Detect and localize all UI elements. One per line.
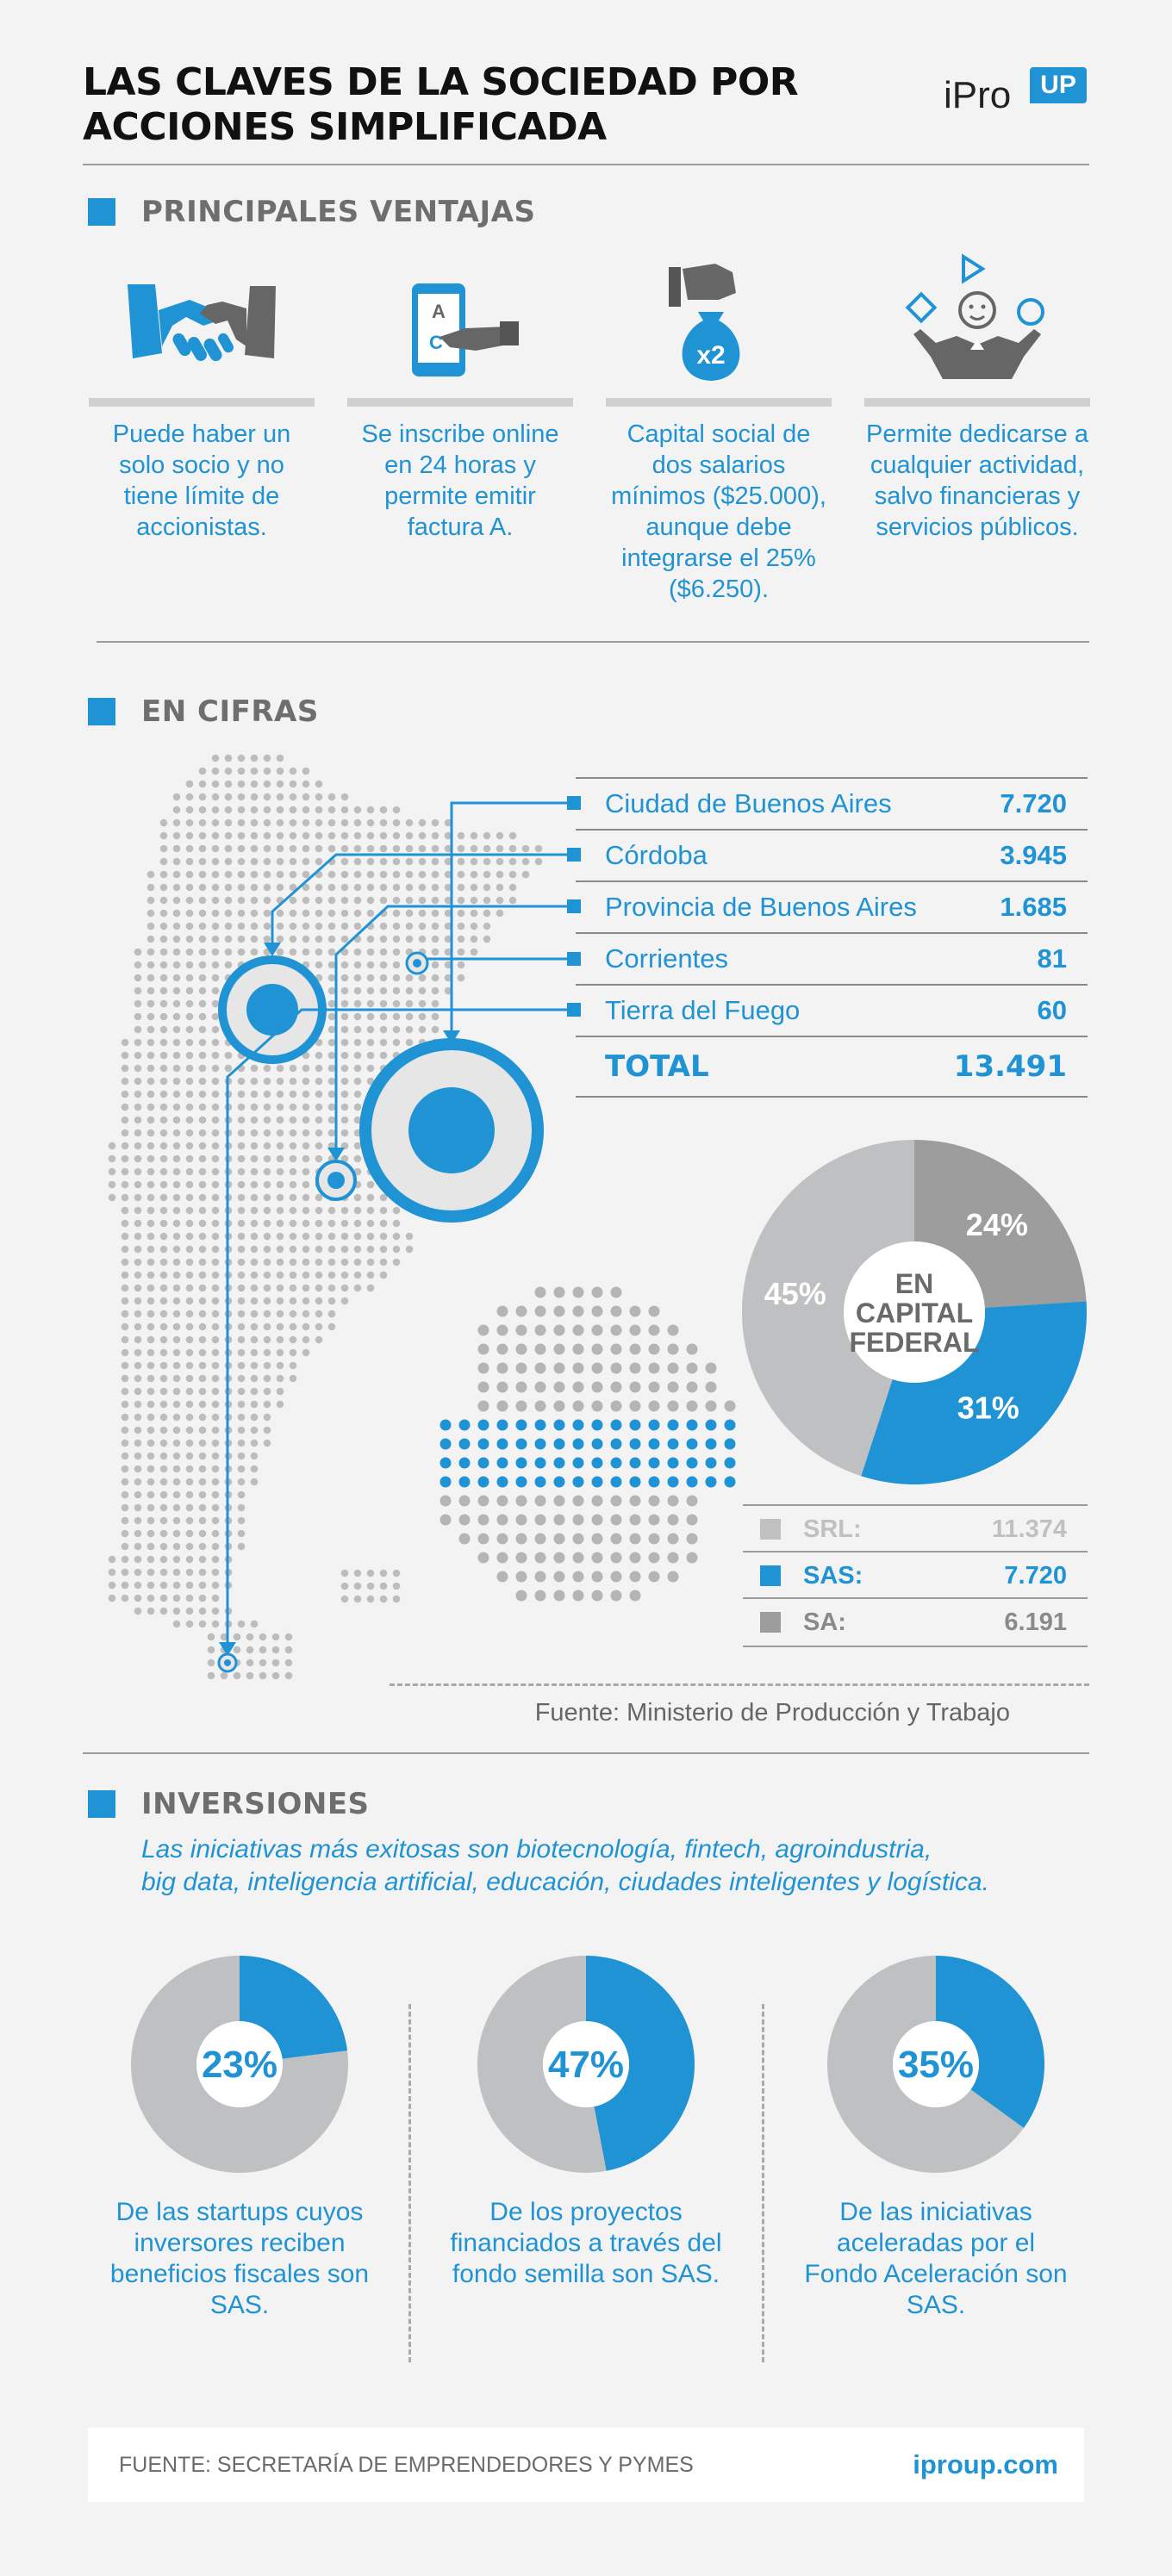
svg-text:C: C (429, 332, 443, 353)
corrientes-marker-core (413, 959, 421, 968)
legend-row-srl (743, 1504, 1088, 1552)
province-value: 7.720 (1000, 788, 1067, 818)
province-name: Córdoba (605, 840, 708, 870)
province-row (576, 932, 1088, 984)
title-line-2: ACCIONES SIMPLIFICADA (83, 105, 607, 149)
investment-caption: De las iniciativas aceleradas por el Fondo Aceleración son SAS. (804, 2198, 1068, 2319)
section-inversiones-heading (88, 1787, 370, 1821)
legend-row-sas (743, 1551, 1088, 1599)
total-value: 13.491 (953, 1049, 1067, 1084)
advantage-text: Se inscribe online en 24 horas y permite emitir factura A. (361, 420, 559, 541)
subtitle-line-2: big data, inteligencia artificial, educación, ciudades inteligentes y logística. (141, 1868, 989, 1896)
legend-value-sas: 7.720 (1004, 1561, 1067, 1590)
province-name: Ciudad de Buenos Aires (605, 788, 892, 818)
investment-caption: De las startups cuyos inversores reciben beneficios fiscales son SAS. (109, 2198, 370, 2319)
cordoba-marker-core (246, 984, 298, 1036)
province-value: 3.945 (1000, 840, 1067, 870)
investment-caption: De los proyectos financiados a través del fondo semilla son SAS. (450, 2198, 722, 2288)
donut-center-label: CAPITAL (855, 1297, 974, 1328)
footer-source: FUENTE: SECRETARÍA DE EMPRENDEDORES Y PYMES (119, 2452, 694, 2477)
tierra-del-fuego-marker-core (224, 1659, 231, 1666)
svg-text:A: A (432, 301, 446, 322)
province-row (576, 880, 1088, 932)
legend-label-sas: SAS: (803, 1561, 863, 1590)
advantage-text: Puede haber un solo socio y no tiene límite de accionistas. (112, 420, 291, 541)
capital-federal-donut-chart (738, 1136, 1091, 1489)
footer-bar (88, 2428, 1084, 2502)
donut-percent-label: 23% (201, 2044, 278, 2086)
legend-swatch-sas (760, 1565, 781, 1586)
section-cifras-title: EN CIFRAS (141, 694, 319, 729)
province-value: 81 (1037, 943, 1067, 974)
province-value: 60 (1037, 995, 1067, 1025)
legend-swatch-srl (760, 1519, 781, 1540)
inversiones-subtitle (141, 1833, 1089, 1899)
advantage-text: Capital social de dos salarios mínimos ($25.000), aunque debe integrarse el 25% ($6.250). (611, 420, 826, 603)
logo-up-badge: UP (1030, 67, 1087, 103)
investment-donut-chart (476, 1954, 696, 2175)
legend-label-srl: SRL: (803, 1515, 862, 1543)
subtitle-line-1: Las iniciativas más exitosas son biotecnología, fintech, agroindustria, (141, 1835, 932, 1864)
donut-center-label: EN (895, 1268, 934, 1299)
cifras-source: Fuente: Ministerio de Producción y Trabajo (534, 1699, 1010, 1727)
province-name: Tierra del Fuego (605, 995, 801, 1025)
legend-swatch-sa (760, 1612, 781, 1633)
investment-donut-chart (129, 1954, 350, 2175)
legend-row-sa (743, 1597, 1088, 1647)
province-row (576, 984, 1088, 1036)
donut-percent-label: 47% (547, 2044, 625, 2086)
provincia-marker-core (327, 1172, 345, 1189)
title-line-1: LAS CLAVES DE LA SOCIEDAD POR (83, 60, 799, 104)
donut-slice-label: 45% (764, 1276, 826, 1312)
donut-slice-label: 31% (957, 1390, 1019, 1426)
donut-center-label: FEDERAL (849, 1327, 980, 1358)
column-dashed-divider (762, 2004, 764, 2362)
caba-marker-core (408, 1087, 495, 1173)
province-row (576, 777, 1088, 829)
advantage-text: Permite dedicarse a cualquier actividad, salvo financieras y servicios públicos. (866, 420, 1088, 541)
province-name: Provincia de Buenos Aires (605, 892, 917, 922)
cifras-divider (83, 1752, 1089, 1754)
money-bag-x2-label: x2 (696, 341, 726, 370)
source-dashed-divider (390, 1683, 1089, 1686)
legend-value-sa: 6.191 (1004, 1608, 1067, 1636)
logo-ipro-text: iPro (944, 74, 1012, 116)
province-value: 1.685 (1000, 892, 1067, 922)
section-inversiones-title: INVERSIONES (141, 1787, 370, 1821)
province-row (576, 829, 1088, 880)
legend-value-srl: 11.374 (991, 1515, 1067, 1543)
province-name: Corrientes (605, 943, 728, 974)
legend-label-sa: SA: (803, 1608, 846, 1636)
column-dashed-divider (408, 2004, 411, 2362)
connector-lines (219, 803, 574, 1656)
total-label: TOTAL (605, 1049, 709, 1084)
donut-slice-label: 24% (965, 1206, 1028, 1242)
total-row (576, 1036, 1088, 1098)
investment-donut-chart (826, 1954, 1046, 2175)
footer-site-link[interactable]: iproup.com (913, 2449, 1058, 2480)
donut-percent-label: 35% (897, 2044, 975, 2086)
section-ventajas-title: PRINCIPALES VENTAJAS (141, 195, 536, 229)
section-square-icon (88, 1790, 115, 1818)
